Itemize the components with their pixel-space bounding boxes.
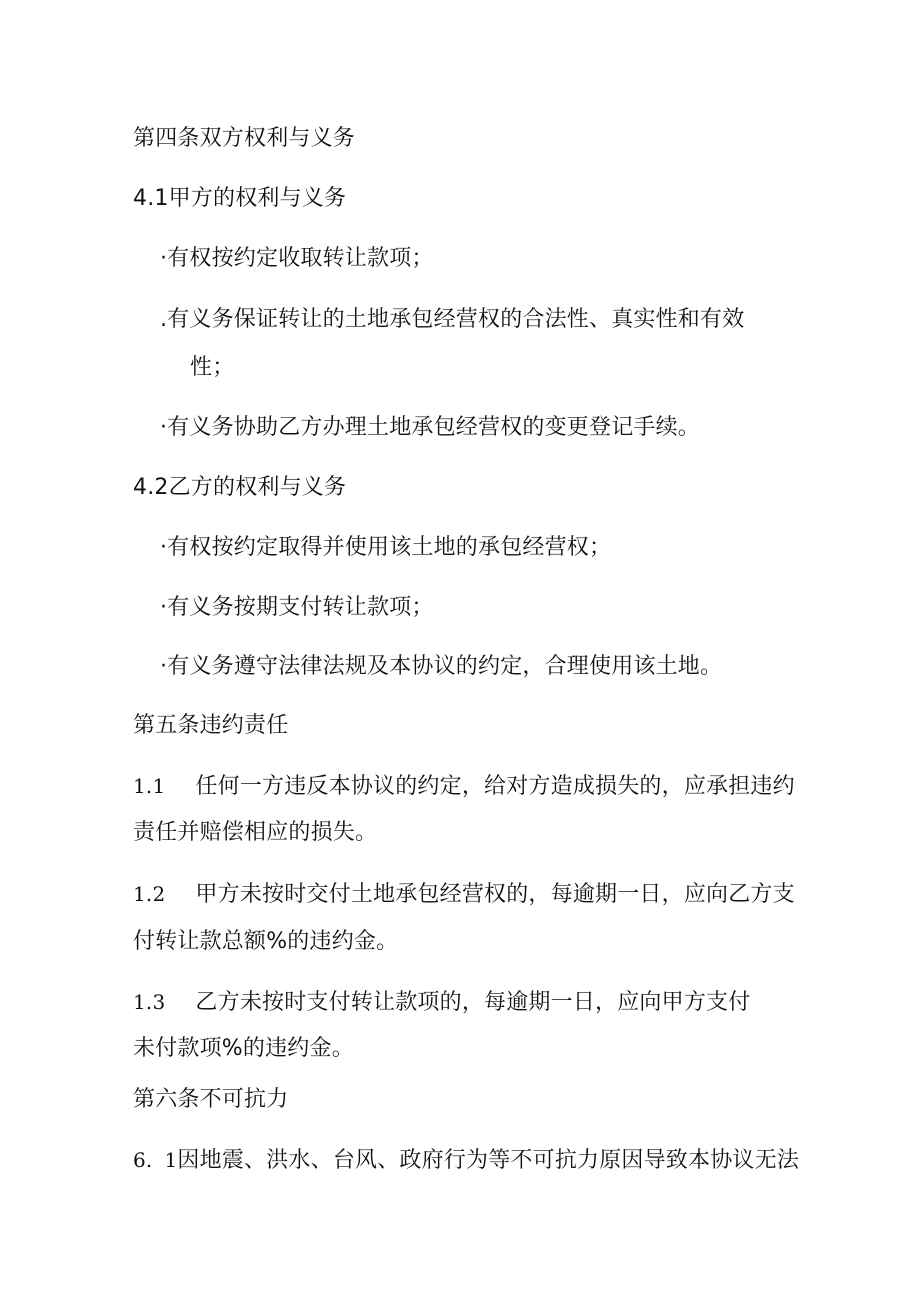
section-4-2-title: 4.2乙方的权利与义务 <box>133 475 347 500</box>
clause-number: 1.3 <box>133 990 166 1014</box>
clause-text: 甲方未按时交付土地承包经营权的，每逾期一日，应向乙方支 <box>195 882 795 907</box>
section-4-2-item-2: ·有义务按期支付转让款项； <box>160 595 434 620</box>
clause-number: 1.1 <box>133 774 166 798</box>
clause-5-2-continued: 付转让款总额%的违约金。 <box>133 929 399 954</box>
section-4-1-item-1: ·有权按约定收取转让款项； <box>160 246 434 271</box>
clause-text: 乙方未按时支付转让款项的，每逾期一日，应向甲方支付 <box>195 990 751 1015</box>
clause-text: 任何一方违反本协议的约定，给对方造成损失的，应承担违约 <box>195 774 795 799</box>
clause-5-1 <box>133 771 795 802</box>
section-4-1-item-2: .有义务保证转让的土地承包经营权的合法性、真实性和有效 <box>160 307 745 332</box>
section-4-2-item-3: ·有义务遵守法律法规及本协议的约定，合理使用该土地。 <box>160 654 723 679</box>
section-4-1-item-3: ·有义务协助乙方办理土地承包经营权的变更登记手续。 <box>160 415 700 440</box>
clause-5-3 <box>133 987 750 1018</box>
article-6-title: 第六条不可抗力 <box>133 1087 289 1112</box>
clause-number: 1.2 <box>133 882 166 906</box>
clause-5-2 <box>133 879 795 910</box>
clause-text: 因地震、洪水、台风、政府行为等不可抗力原因导致本协议无法 <box>177 1148 800 1173</box>
clause-number-sub: 1 <box>164 1148 178 1172</box>
clause-number: 6. <box>133 1148 153 1172</box>
clause-5-1-continued: 责任并赔偿相应的损失。 <box>133 820 378 845</box>
section-4-2-item-1: ·有权按约定取得并使用该土地的承包经营权； <box>160 535 612 560</box>
article-4-title: 第四条双方权利与义务 <box>133 126 356 151</box>
section-4-1-title: 4.1甲方的权利与义务 <box>133 186 347 211</box>
section-4-1-item-2-continued: 性； <box>190 355 235 380</box>
clause-6-1 <box>133 1145 799 1176</box>
clause-5-3-continued: 未付款项%的违约金。 <box>133 1036 354 1061</box>
article-5-title: 第五条违约责任 <box>133 713 289 738</box>
